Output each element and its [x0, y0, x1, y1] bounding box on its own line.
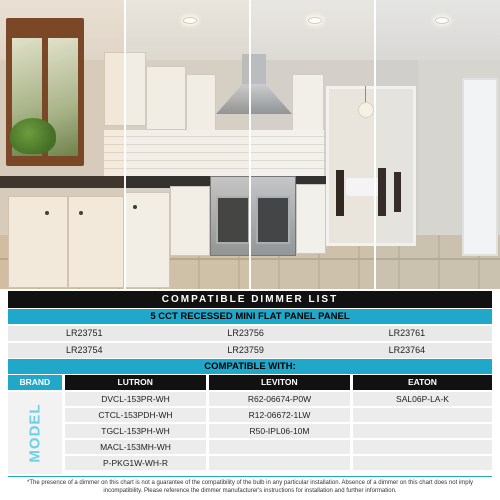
model-number: LR23756	[227, 328, 264, 338]
brand-label: BRAND	[8, 375, 62, 390]
table-row	[62, 424, 492, 438]
cct-divider	[124, 0, 126, 289]
table-row	[62, 392, 492, 406]
dimmer-cell: CTCL-153PDH-WH	[65, 408, 206, 422]
dimmer-grid	[62, 392, 492, 472]
dimmer-cell: R62-06674-P0W	[209, 392, 350, 406]
dimmer-cell: MACL-153MH-WH	[65, 440, 206, 454]
model-number: LR23759	[227, 345, 264, 355]
product-model-list	[8, 326, 492, 360]
dimmer-cell: R50-IPL06-10M	[209, 424, 350, 438]
model-number: LR23754	[66, 345, 103, 355]
model-number: LR23764	[388, 345, 426, 355]
cct-divider	[374, 0, 376, 289]
model-number: LR23761	[388, 328, 426, 338]
product-name: 5 CCT RECESSED MINI FLAT PANEL PANEL	[8, 309, 492, 324]
model-row	[8, 326, 492, 341]
dimmer-cell	[353, 408, 492, 422]
dimmer-list-title: COMPATIBLE DIMMER LIST	[8, 291, 492, 308]
model-row	[8, 343, 492, 358]
cct-divider	[249, 0, 251, 289]
dimmer-cell: P-PKG1W-WH-R	[65, 456, 206, 470]
disclaimer-text: *The presence of a dimmer on this chart is not a guarantee of the compatibility of the bulb in any particular installation. Absence of a dimmer on this chart does not imply incompatibility. Please reference the dimmer manufacturer's instructions for installation and further information.	[27, 480, 473, 494]
dimmer-cell: TGCL-153PH-WH	[65, 424, 206, 438]
dimmer-cell	[353, 440, 492, 454]
dimmer-cell	[209, 440, 350, 454]
dimmer-cell: DVCL-153PR-WH	[65, 392, 206, 406]
cct-overlay-cool	[375, 0, 500, 289]
dimmer-cell: R12-06672-1LW	[209, 408, 350, 422]
brand-eaton: EATON	[353, 375, 492, 390]
footer-divider	[8, 476, 492, 477]
model-number: LR23751	[66, 328, 103, 338]
cct-overlay-warm	[0, 0, 125, 289]
dimmer-cell: SAL06P-LA-K	[353, 392, 492, 406]
table-row	[62, 456, 492, 470]
cct-overlay-neutral	[250, 0, 375, 289]
model-label: MODEL	[26, 403, 44, 463]
dimmer-cell	[353, 424, 492, 438]
compatible-with-header: COMPATIBLE WITH:	[8, 359, 492, 374]
dimmer-cell	[353, 456, 492, 470]
brand-lutron: LUTRON	[65, 375, 206, 390]
dimmer-cell	[209, 456, 350, 470]
brand-header-row	[8, 375, 492, 390]
table-row	[62, 408, 492, 422]
cct-overlay-soft	[125, 0, 250, 289]
brand-leviton: LEVITON	[209, 375, 350, 390]
table-row	[62, 440, 492, 454]
model-side-label	[8, 392, 62, 474]
